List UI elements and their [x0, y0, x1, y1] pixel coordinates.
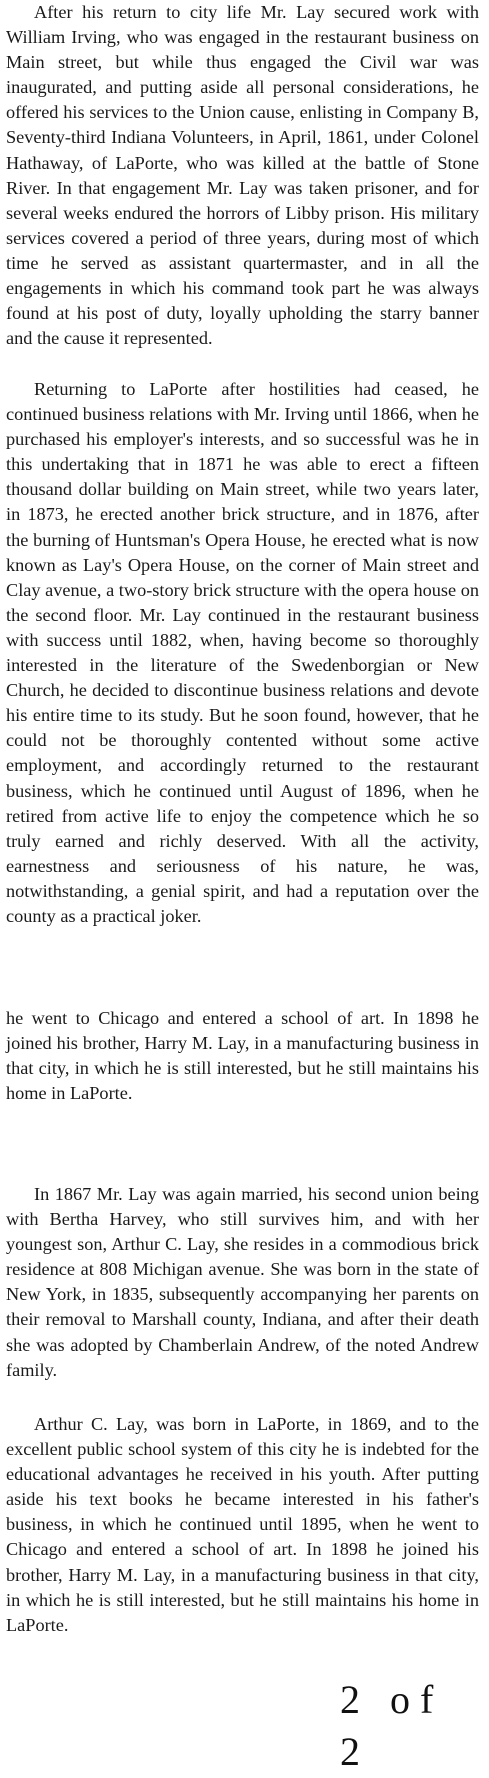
- paragraph-arthur-lay: Arthur C. Lay, was born in LaPorte, in 1869, and to the excellent public school system of this city he is indebted for the educational advantages he received in his youth. After putting aside his text books he became interested in his father's business, in which he continued until 1895, when he went to Chicago and entered a school of art. In 1898 he joined his brother, Harry M. Lay, in a manufacturing business in that city, in which he is still interested, but he still maintains his home in LaPorte.: [6, 1414, 479, 1635]
- paragraph-second-marriage: In 1867 Mr. Lay was again married, his second union being with Bertha Harvey, who still survives him, and with her youngest son, Arthur C. Lay, she resides in a commodious brick residence at 808 Michigan avenue. She was born in the state of New York, in 1835, subsequently accompanying her parents on their removal to Marshall county, Indiana, and after their death she was adopted by Chamberlain Andrew, of the noted Andrew family.: [6, 1184, 479, 1380]
- paragraph-business-career: Returning to LaPorte after hostilities had ceased, he continued business relations with Mr. Irving until 1866, when he purchased his employer's interests, and so successful was he in this undertaking that in 1871 he was able to erect a fifteen thousand dollar building on Main street, while two years later, in 1873, he erected another brick structure, and in 1876, after the burning of Huntsman's Opera House, he erected what is now known as Lay's Opera House, on the corner of Main street and Clay avenue, a two-story brick structure with the opera house on the second floor. Mr. Lay continued in the restaurant business with success until 1882, when, having become so thoroughly interested in the literature of the Swedenborgian or New Church, he decided to discontinue business relations and devote his entire time to its study. But he soon found, however, that he could not be thoroughly contented without some active employment, and accordingly returned to the restaurant business, which he continued until August of 1896, when he retired from active life to enjoy the competence which he so truly earned and richly deserved. With all the activity, earnestness and seriousness of his nature, he was, notwithstanding, a genial spirit, and had a reputation over the county as a practical joker.: [6, 379, 479, 926]
- page-indicator: 2 of 2: [340, 1677, 444, 1774]
- paragraph-art-school-fragment: he went to Chicago and entered a school of art. In 1898 he joined his brother, Harry M. Lay, in a manufacturing business in that city, in which he is still interested, but he still maintains his home in LaPorte.: [6, 1008, 479, 1104]
- paragraph-military-service: After his return to city life Mr. Lay secured work with William Irving, who was engaged in the restaurant business on Main street, but while thus engaged the Civil war was inaugurated, and putting aside all personal considerations, he offered his services to the Union cause, enlisting in Company B, Seventy-third Indiana Volunteers, in April, 1861, under Colonel Hathaway, of LaPorte, who was killed at the battle of Stone River. In that engagement Mr. Lay was taken prisoner, and for several weeks endured the horrors of Libby prison. His military services covered a period of three years, during most of which time he served as assistant quartermaster, and in all the engagements in which his command took part he was always found at his post of duty, loyally upholding the starry banner and the cause it represented.: [6, 2, 479, 349]
